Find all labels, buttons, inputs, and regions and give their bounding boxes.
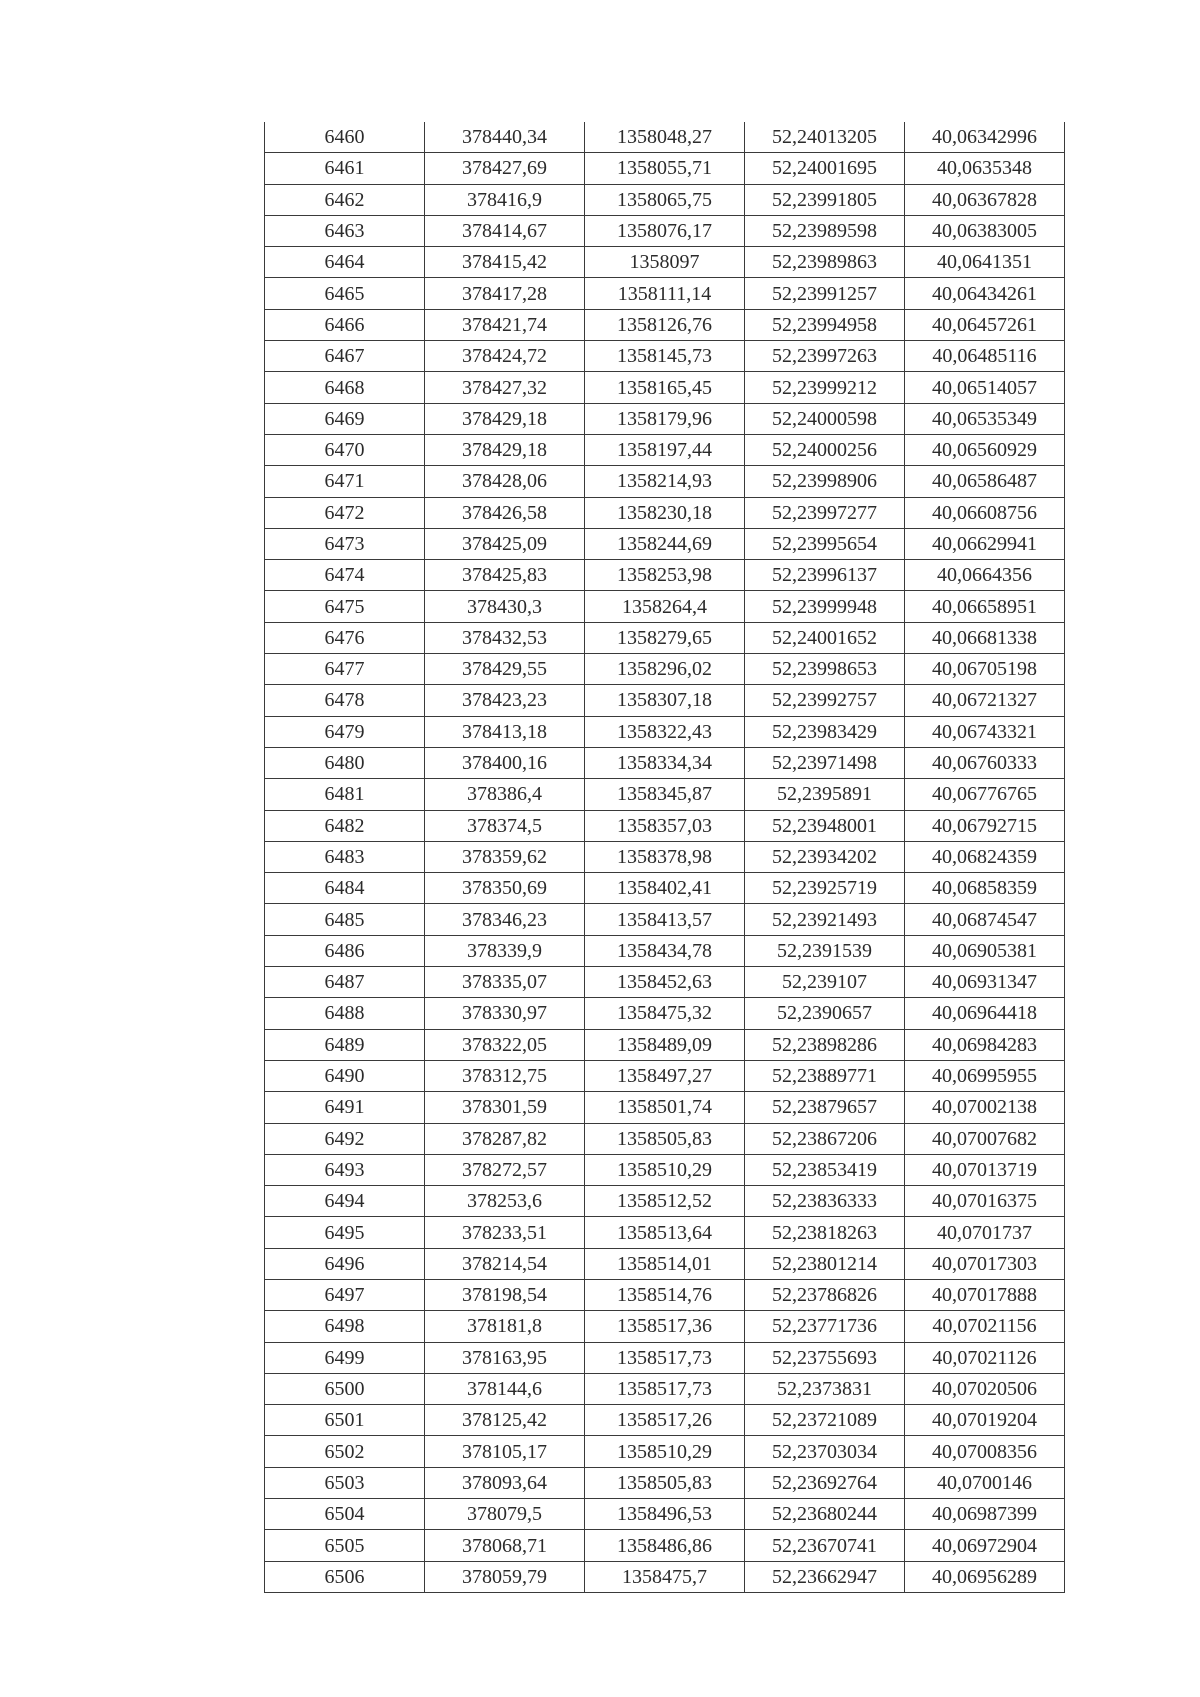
table-row [265,1217,1065,1248]
latitude-cell: 52,23867206 [745,1123,905,1154]
longitude-cell: 40,06984283 [905,1029,1065,1060]
longitude-cell: 40,07019204 [905,1405,1065,1436]
point-number-cell: 6476 [265,622,425,653]
y-coordinate-cell: 1358452,63 [585,967,745,998]
longitude-cell: 40,06608756 [905,497,1065,528]
longitude-cell: 40,0701737 [905,1217,1065,1248]
latitude-cell: 52,23992757 [745,685,905,716]
point-number-cell: 6499 [265,1342,425,1373]
longitude-cell: 40,06514057 [905,372,1065,403]
y-coordinate-cell: 1358514,01 [585,1248,745,1279]
y-coordinate-cell: 1358505,83 [585,1123,745,1154]
y-coordinate-cell: 1358230,18 [585,497,745,528]
latitude-cell: 52,24013205 [745,122,905,153]
y-coordinate-cell: 1358197,44 [585,434,745,465]
y-coordinate-cell: 1358244,69 [585,528,745,559]
y-coordinate-cell: 1358357,03 [585,810,745,841]
x-coordinate-cell: 378386,4 [425,779,585,810]
point-number-cell: 6461 [265,153,425,184]
y-coordinate-cell: 1358510,29 [585,1154,745,1185]
y-coordinate-cell: 1358517,36 [585,1311,745,1342]
table-row [265,1092,1065,1123]
x-coordinate-cell: 378163,95 [425,1342,585,1373]
point-number-cell: 6468 [265,372,425,403]
x-coordinate-cell: 378424,72 [425,341,585,372]
y-coordinate-cell: 1358145,73 [585,341,745,372]
latitude-cell: 52,23991257 [745,278,905,309]
x-coordinate-cell: 378287,82 [425,1123,585,1154]
x-coordinate-cell: 378414,67 [425,215,585,246]
longitude-cell: 40,07017303 [905,1248,1065,1279]
y-coordinate-cell: 1358111,14 [585,278,745,309]
x-coordinate-cell: 378425,83 [425,560,585,591]
y-coordinate-cell: 1358165,45 [585,372,745,403]
latitude-cell: 52,23991805 [745,184,905,215]
x-coordinate-cell: 378440,34 [425,122,585,153]
y-coordinate-cell: 1358496,53 [585,1499,745,1530]
table-row [265,1248,1065,1279]
longitude-cell: 40,07016375 [905,1186,1065,1217]
y-coordinate-cell: 1358126,76 [585,309,745,340]
y-coordinate-cell: 1358517,73 [585,1342,745,1373]
longitude-cell: 40,06560929 [905,434,1065,465]
latitude-cell: 52,23996137 [745,560,905,591]
point-number-cell: 6491 [265,1092,425,1123]
table-row [265,341,1065,372]
longitude-cell: 40,06383005 [905,215,1065,246]
x-coordinate-cell: 378253,6 [425,1186,585,1217]
latitude-cell: 52,23680244 [745,1499,905,1530]
point-number-cell: 6462 [265,184,425,215]
point-number-cell: 6501 [265,1405,425,1436]
x-coordinate-cell: 378068,71 [425,1530,585,1561]
y-coordinate-cell: 1358512,52 [585,1186,745,1217]
coordinates-table [264,122,1065,1593]
x-coordinate-cell: 378426,58 [425,497,585,528]
latitude-cell: 52,23670741 [745,1530,905,1561]
point-number-cell: 6485 [265,904,425,935]
table-row [265,747,1065,778]
table-row [265,1060,1065,1091]
longitude-cell: 40,06858359 [905,873,1065,904]
x-coordinate-cell: 378346,23 [425,904,585,935]
point-number-cell: 6489 [265,1029,425,1060]
latitude-cell: 52,23703034 [745,1436,905,1467]
x-coordinate-cell: 378413,18 [425,716,585,747]
table-row [265,466,1065,497]
x-coordinate-cell: 378335,07 [425,967,585,998]
y-coordinate-cell: 1358345,87 [585,779,745,810]
point-number-cell: 6482 [265,810,425,841]
latitude-cell: 52,23692764 [745,1467,905,1498]
longitude-cell: 40,06987399 [905,1499,1065,1530]
table-row [265,1405,1065,1436]
latitude-cell: 52,23755693 [745,1342,905,1373]
point-number-cell: 6490 [265,1060,425,1091]
point-number-cell: 6498 [265,1311,425,1342]
point-number-cell: 6471 [265,466,425,497]
point-number-cell: 6503 [265,1467,425,1498]
table-row [265,685,1065,716]
latitude-cell: 52,23989598 [745,215,905,246]
y-coordinate-cell: 1358513,64 [585,1217,745,1248]
table-row [265,873,1065,904]
x-coordinate-cell: 378374,5 [425,810,585,841]
point-number-cell: 6487 [265,967,425,998]
point-number-cell: 6465 [265,278,425,309]
latitude-cell: 52,23786826 [745,1279,905,1310]
longitude-cell: 40,06367828 [905,184,1065,215]
latitude-cell: 52,23921493 [745,904,905,935]
point-number-cell: 6496 [265,1248,425,1279]
table-row [265,372,1065,403]
x-coordinate-cell: 378198,54 [425,1279,585,1310]
point-number-cell: 6464 [265,247,425,278]
x-coordinate-cell: 378425,09 [425,528,585,559]
table-row [265,1467,1065,1498]
x-coordinate-cell: 378144,6 [425,1373,585,1404]
latitude-cell: 52,24000598 [745,403,905,434]
point-number-cell: 6492 [265,1123,425,1154]
y-coordinate-cell: 1358517,26 [585,1405,745,1436]
y-coordinate-cell: 1358307,18 [585,685,745,716]
latitude-cell: 52,23998653 [745,654,905,685]
table-row [265,403,1065,434]
table-row [265,560,1065,591]
x-coordinate-cell: 378272,57 [425,1154,585,1185]
table-row [265,528,1065,559]
longitude-cell: 40,06721327 [905,685,1065,716]
point-number-cell: 6495 [265,1217,425,1248]
y-coordinate-cell: 1358434,78 [585,935,745,966]
longitude-cell: 40,06485116 [905,341,1065,372]
longitude-cell: 40,0641351 [905,247,1065,278]
x-coordinate-cell: 378059,79 [425,1561,585,1592]
table-row [265,1373,1065,1404]
latitude-cell: 52,23889771 [745,1060,905,1091]
table-row [265,1279,1065,1310]
longitude-cell: 40,0635348 [905,153,1065,184]
latitude-cell: 52,23999212 [745,372,905,403]
latitude-cell: 52,23994958 [745,309,905,340]
latitude-cell: 52,23662947 [745,1561,905,1592]
longitude-cell: 40,07002138 [905,1092,1065,1123]
table-row [265,1499,1065,1530]
table-row [265,967,1065,998]
point-number-cell: 6502 [265,1436,425,1467]
table-row [265,1029,1065,1060]
y-coordinate-cell: 1358514,76 [585,1279,745,1310]
y-coordinate-cell: 1358214,93 [585,466,745,497]
longitude-cell: 40,06342996 [905,122,1065,153]
latitude-cell: 52,23771736 [745,1311,905,1342]
table-row [265,1123,1065,1154]
x-coordinate-cell: 378181,8 [425,1311,585,1342]
x-coordinate-cell: 378421,74 [425,309,585,340]
longitude-cell: 40,0700146 [905,1467,1065,1498]
table-row [265,122,1065,153]
y-coordinate-cell: 1358486,86 [585,1530,745,1561]
point-number-cell: 6475 [265,591,425,622]
y-coordinate-cell: 1358048,27 [585,122,745,153]
x-coordinate-cell: 378427,69 [425,153,585,184]
x-coordinate-cell: 378417,28 [425,278,585,309]
table-row [265,1311,1065,1342]
latitude-cell: 52,24001652 [745,622,905,653]
y-coordinate-cell: 1358497,27 [585,1060,745,1091]
y-coordinate-cell: 1358097 [585,247,745,278]
point-number-cell: 6460 [265,122,425,153]
point-number-cell: 6493 [265,1154,425,1185]
x-coordinate-cell: 378427,32 [425,372,585,403]
point-number-cell: 6483 [265,841,425,872]
x-coordinate-cell: 378339,9 [425,935,585,966]
y-coordinate-cell: 1358076,17 [585,215,745,246]
longitude-cell: 40,06874547 [905,904,1065,935]
x-coordinate-cell: 378330,97 [425,998,585,1029]
point-number-cell: 6470 [265,434,425,465]
longitude-cell: 40,06743321 [905,716,1065,747]
y-coordinate-cell: 1358378,98 [585,841,745,872]
latitude-cell: 52,23997263 [745,341,905,372]
latitude-cell: 52,23836333 [745,1186,905,1217]
longitude-cell: 40,06760333 [905,747,1065,778]
y-coordinate-cell: 1358510,29 [585,1436,745,1467]
x-coordinate-cell: 378400,16 [425,747,585,778]
coordinates-table-body [265,122,1065,1592]
table-row [265,591,1065,622]
longitude-cell: 40,06972904 [905,1530,1065,1561]
longitude-cell: 40,06905381 [905,935,1065,966]
longitude-cell: 40,06681338 [905,622,1065,653]
longitude-cell: 40,06629941 [905,528,1065,559]
latitude-cell: 52,23948001 [745,810,905,841]
point-number-cell: 6497 [265,1279,425,1310]
latitude-cell: 52,23983429 [745,716,905,747]
y-coordinate-cell: 1358279,65 [585,622,745,653]
y-coordinate-cell: 1358264,4 [585,591,745,622]
y-coordinate-cell: 1358517,73 [585,1373,745,1404]
longitude-cell: 40,06705198 [905,654,1065,685]
latitude-cell: 52,23998906 [745,466,905,497]
x-coordinate-cell: 378359,62 [425,841,585,872]
table-row [265,779,1065,810]
y-coordinate-cell: 1358413,57 [585,904,745,935]
y-coordinate-cell: 1358055,71 [585,153,745,184]
x-coordinate-cell: 378214,54 [425,1248,585,1279]
point-number-cell: 6467 [265,341,425,372]
longitude-cell: 40,06776765 [905,779,1065,810]
longitude-cell: 40,06457261 [905,309,1065,340]
x-coordinate-cell: 378350,69 [425,873,585,904]
table-row [265,998,1065,1029]
x-coordinate-cell: 378105,17 [425,1436,585,1467]
latitude-cell: 52,2390657 [745,998,905,1029]
longitude-cell: 40,06792715 [905,810,1065,841]
point-number-cell: 6506 [265,1561,425,1592]
latitude-cell: 52,2391539 [745,935,905,966]
y-coordinate-cell: 1358402,41 [585,873,745,904]
table-row [265,810,1065,841]
table-row [265,497,1065,528]
longitude-cell: 40,07013719 [905,1154,1065,1185]
table-row [265,215,1065,246]
y-coordinate-cell: 1358505,83 [585,1467,745,1498]
latitude-cell: 52,23999948 [745,591,905,622]
latitude-cell: 52,23818263 [745,1217,905,1248]
y-coordinate-cell: 1358501,74 [585,1092,745,1123]
y-coordinate-cell: 1358296,02 [585,654,745,685]
y-coordinate-cell: 1358065,75 [585,184,745,215]
latitude-cell: 52,23934202 [745,841,905,872]
point-number-cell: 6474 [265,560,425,591]
latitude-cell: 52,23801214 [745,1248,905,1279]
table-row [265,278,1065,309]
longitude-cell: 40,07008356 [905,1436,1065,1467]
table-row [265,153,1065,184]
x-coordinate-cell: 378428,06 [425,466,585,497]
longitude-cell: 40,07007682 [905,1123,1065,1154]
latitude-cell: 52,239107 [745,967,905,998]
point-number-cell: 6473 [265,528,425,559]
table-row [265,935,1065,966]
table-row [265,184,1065,215]
table-row [265,622,1065,653]
y-coordinate-cell: 1358475,32 [585,998,745,1029]
table-row [265,434,1065,465]
point-number-cell: 6505 [265,1530,425,1561]
point-number-cell: 6472 [265,497,425,528]
longitude-cell: 40,06658951 [905,591,1065,622]
x-coordinate-cell: 378093,64 [425,1467,585,1498]
x-coordinate-cell: 378415,42 [425,247,585,278]
x-coordinate-cell: 378312,75 [425,1060,585,1091]
y-coordinate-cell: 1358253,98 [585,560,745,591]
table-row [265,716,1065,747]
point-number-cell: 6479 [265,716,425,747]
x-coordinate-cell: 378423,23 [425,685,585,716]
x-coordinate-cell: 378429,18 [425,434,585,465]
y-coordinate-cell: 1358322,43 [585,716,745,747]
latitude-cell: 52,24000256 [745,434,905,465]
latitude-cell: 52,24001695 [745,153,905,184]
point-number-cell: 6466 [265,309,425,340]
point-number-cell: 6488 [265,998,425,1029]
table-row [265,1342,1065,1373]
longitude-cell: 40,06535349 [905,403,1065,434]
longitude-cell: 40,0664356 [905,560,1065,591]
latitude-cell: 52,23898286 [745,1029,905,1060]
table-row [265,904,1065,935]
x-coordinate-cell: 378430,3 [425,591,585,622]
longitude-cell: 40,06434261 [905,278,1065,309]
point-number-cell: 6486 [265,935,425,966]
point-number-cell: 6469 [265,403,425,434]
latitude-cell: 52,2395891 [745,779,905,810]
latitude-cell: 52,23925719 [745,873,905,904]
y-coordinate-cell: 1358334,34 [585,747,745,778]
x-coordinate-cell: 378416,9 [425,184,585,215]
table-row [265,1561,1065,1592]
latitude-cell: 52,23997277 [745,497,905,528]
longitude-cell: 40,07021156 [905,1311,1065,1342]
longitude-cell: 40,06931347 [905,967,1065,998]
table-row [265,309,1065,340]
x-coordinate-cell: 378301,59 [425,1092,585,1123]
latitude-cell: 52,23721089 [745,1405,905,1436]
latitude-cell: 52,23879657 [745,1092,905,1123]
longitude-cell: 40,06956289 [905,1561,1065,1592]
point-number-cell: 6494 [265,1186,425,1217]
longitude-cell: 40,06995955 [905,1060,1065,1091]
latitude-cell: 52,23853419 [745,1154,905,1185]
x-coordinate-cell: 378432,53 [425,622,585,653]
x-coordinate-cell: 378322,05 [425,1029,585,1060]
x-coordinate-cell: 378233,51 [425,1217,585,1248]
y-coordinate-cell: 1358475,7 [585,1561,745,1592]
x-coordinate-cell: 378079,5 [425,1499,585,1530]
longitude-cell: 40,07017888 [905,1279,1065,1310]
point-number-cell: 6480 [265,747,425,778]
point-number-cell: 6478 [265,685,425,716]
latitude-cell: 52,23971498 [745,747,905,778]
x-coordinate-cell: 378429,18 [425,403,585,434]
y-coordinate-cell: 1358489,09 [585,1029,745,1060]
point-number-cell: 6463 [265,215,425,246]
point-number-cell: 6504 [265,1499,425,1530]
latitude-cell: 52,23995654 [745,528,905,559]
latitude-cell: 52,23989863 [745,247,905,278]
longitude-cell: 40,06824359 [905,841,1065,872]
table-row [265,1154,1065,1185]
point-number-cell: 6484 [265,873,425,904]
longitude-cell: 40,07020506 [905,1373,1065,1404]
longitude-cell: 40,07021126 [905,1342,1065,1373]
table-row [265,1530,1065,1561]
point-number-cell: 6481 [265,779,425,810]
table-row [265,841,1065,872]
table-row [265,654,1065,685]
table-row [265,247,1065,278]
y-coordinate-cell: 1358179,96 [585,403,745,434]
x-coordinate-cell: 378429,55 [425,654,585,685]
longitude-cell: 40,06586487 [905,466,1065,497]
x-coordinate-cell: 378125,42 [425,1405,585,1436]
latitude-cell: 52,2373831 [745,1373,905,1404]
table-row [265,1436,1065,1467]
longitude-cell: 40,06964418 [905,998,1065,1029]
point-number-cell: 6500 [265,1373,425,1404]
table-row [265,1186,1065,1217]
point-number-cell: 6477 [265,654,425,685]
